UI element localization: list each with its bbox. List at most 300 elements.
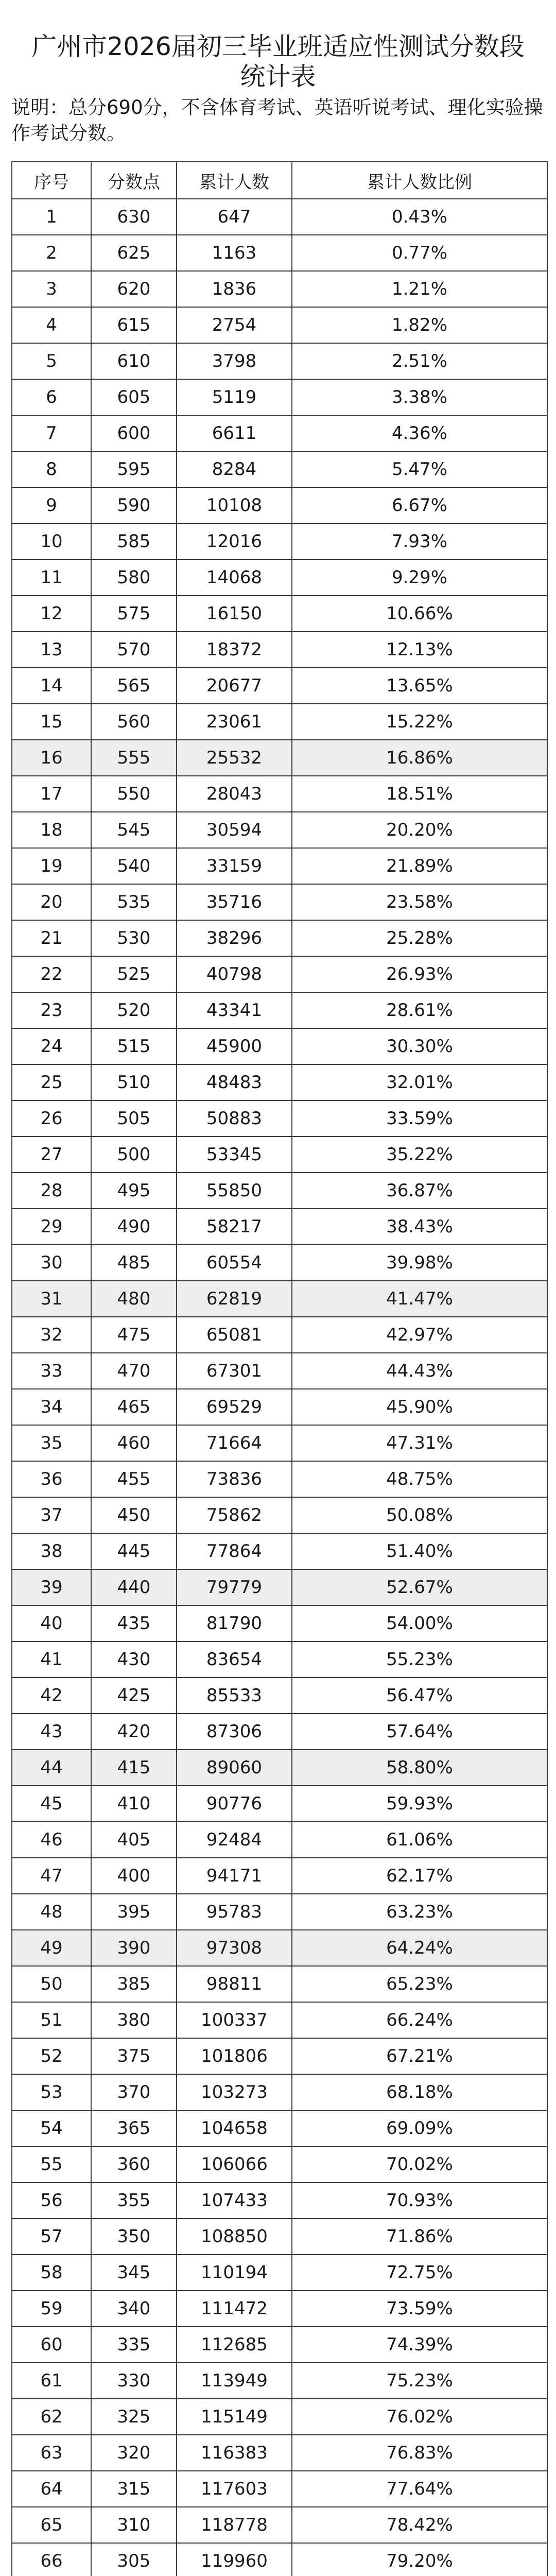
cell-score-point: 575 <box>91 596 177 632</box>
cell-score-point: 495 <box>91 1173 177 1209</box>
cell-cumulative-ratio: 55.23% <box>292 1641 547 1677</box>
cell-score-point: 475 <box>91 1317 177 1353</box>
cell-cumulative-ratio: 69.09% <box>292 2110 547 2146</box>
cell-cumulative-count: 112685 <box>177 2327 292 2363</box>
cell-serial-number: 25 <box>12 1064 91 1100</box>
cell-cumulative-count: 117603 <box>177 2471 292 2507</box>
cell-score-point: 315 <box>91 2471 177 2507</box>
cell-cumulative-ratio: 70.93% <box>292 2182 547 2218</box>
cell-serial-number: 10 <box>12 523 91 560</box>
table-row <box>12 2110 547 2146</box>
cell-score-point: 410 <box>91 1786 177 1822</box>
table-row <box>12 2363 547 2399</box>
cell-serial-number: 41 <box>12 1641 91 1677</box>
cell-cumulative-count: 113949 <box>177 2363 292 2399</box>
table-row <box>12 1064 547 1100</box>
cell-serial-number: 52 <box>12 2038 91 2074</box>
cell-score-point: 355 <box>91 2182 177 2218</box>
cell-cumulative-ratio: 1.21% <box>292 271 547 307</box>
cell-cumulative-ratio: 65.23% <box>292 1966 547 2002</box>
cell-cumulative-count: 92484 <box>177 1822 292 1858</box>
cell-score-point: 625 <box>91 235 177 271</box>
cell-cumulative-ratio: 71.86% <box>292 2218 547 2255</box>
cell-score-point: 515 <box>91 1028 177 1064</box>
cell-serial-number: 57 <box>12 2218 91 2255</box>
cell-serial-number: 36 <box>12 1461 91 1497</box>
cell-cumulative-count: 43341 <box>177 992 292 1028</box>
table-row <box>12 1605 547 1641</box>
cell-score-point: 595 <box>91 451 177 487</box>
cell-serial-number: 47 <box>12 1858 91 1894</box>
table-row <box>12 271 547 307</box>
cell-cumulative-ratio: 10.66% <box>292 596 547 632</box>
cell-serial-number: 27 <box>12 1137 91 1173</box>
cell-cumulative-ratio: 67.21% <box>292 2038 547 2074</box>
cell-score-point: 630 <box>91 199 177 235</box>
cell-cumulative-ratio: 30.30% <box>292 1028 547 1064</box>
cell-score-point: 555 <box>91 740 177 776</box>
cell-cumulative-ratio: 70.02% <box>292 2146 547 2182</box>
cell-cumulative-count: 90776 <box>177 1786 292 1822</box>
cell-serial-number: 49 <box>12 1930 91 1966</box>
cell-cumulative-ratio: 62.17% <box>292 1858 547 1894</box>
cell-cumulative-count: 16150 <box>177 596 292 632</box>
cell-cumulative-count: 107433 <box>177 2182 292 2218</box>
cell-cumulative-ratio: 51.40% <box>292 1533 547 1569</box>
cell-score-point: 370 <box>91 2074 177 2110</box>
table-row <box>12 704 547 740</box>
cell-cumulative-ratio: 1.82% <box>292 307 547 343</box>
cell-cumulative-ratio: 45.90% <box>292 1389 547 1425</box>
cell-cumulative-ratio: 54.00% <box>292 1605 547 1641</box>
cell-score-point: 385 <box>91 1966 177 2002</box>
table-row <box>12 848 547 884</box>
cell-cumulative-ratio: 13.65% <box>292 668 547 704</box>
cell-score-point: 435 <box>91 1605 177 1641</box>
cell-cumulative-count: 87306 <box>177 1714 292 1750</box>
cell-cumulative-count: 53345 <box>177 1137 292 1173</box>
cell-score-point: 405 <box>91 1822 177 1858</box>
table-row <box>12 2327 547 2363</box>
cell-serial-number: 3 <box>12 271 91 307</box>
table-row <box>12 199 547 235</box>
table-row <box>12 992 547 1028</box>
cell-serial-number: 63 <box>12 2435 91 2471</box>
cell-cumulative-count: 647 <box>177 199 292 235</box>
cell-cumulative-ratio: 63.23% <box>292 1894 547 1930</box>
cell-cumulative-count: 67301 <box>177 1353 292 1389</box>
cell-serial-number: 28 <box>12 1173 91 1209</box>
cell-score-point: 305 <box>91 2543 177 2576</box>
cell-score-point: 310 <box>91 2507 177 2543</box>
cell-cumulative-count: 83654 <box>177 1641 292 1677</box>
cell-cumulative-count: 1836 <box>177 271 292 307</box>
cell-serial-number: 46 <box>12 1822 91 1858</box>
cell-serial-number: 58 <box>12 2255 91 2291</box>
cell-score-point: 460 <box>91 1425 177 1461</box>
cell-serial-number: 13 <box>12 632 91 668</box>
cell-score-point: 400 <box>91 1858 177 1894</box>
cell-cumulative-count: 100337 <box>177 2002 292 2038</box>
cell-cumulative-ratio: 52.67% <box>292 1569 547 1605</box>
cell-cumulative-ratio: 36.87% <box>292 1173 547 1209</box>
cell-cumulative-ratio: 3.38% <box>292 379 547 415</box>
table-row <box>12 1641 547 1677</box>
cell-cumulative-count: 81790 <box>177 1605 292 1641</box>
cell-serial-number: 56 <box>12 2182 91 2218</box>
cell-serial-number: 62 <box>12 2399 91 2435</box>
cell-cumulative-ratio: 61.06% <box>292 1822 547 1858</box>
table-row <box>12 632 547 668</box>
cell-cumulative-ratio: 68.18% <box>292 2074 547 2110</box>
cell-cumulative-count: 50883 <box>177 1100 292 1137</box>
cell-cumulative-count: 95783 <box>177 1894 292 1930</box>
cell-cumulative-ratio: 75.23% <box>292 2363 547 2399</box>
cell-cumulative-ratio: 50.08% <box>292 1497 547 1533</box>
cell-serial-number: 18 <box>12 812 91 848</box>
cell-serial-number: 31 <box>12 1281 91 1317</box>
cell-serial-number: 24 <box>12 1028 91 1064</box>
cell-serial-number: 5 <box>12 343 91 379</box>
cell-cumulative-ratio: 39.98% <box>292 1245 547 1281</box>
cell-serial-number: 66 <box>12 2543 91 2576</box>
cell-score-point: 600 <box>91 415 177 451</box>
cell-score-point: 550 <box>91 776 177 812</box>
table-row <box>12 415 547 451</box>
cell-score-point: 510 <box>91 1064 177 1100</box>
cell-cumulative-count: 18372 <box>177 632 292 668</box>
cell-serial-number: 1 <box>12 199 91 235</box>
cell-score-point: 570 <box>91 632 177 668</box>
table-row <box>12 1930 547 1966</box>
cell-serial-number: 45 <box>12 1786 91 1822</box>
cell-serial-number: 51 <box>12 2002 91 2038</box>
cell-cumulative-count: 79779 <box>177 1569 292 1605</box>
cell-cumulative-count: 6611 <box>177 415 292 451</box>
cell-cumulative-count: 69529 <box>177 1389 292 1425</box>
cell-score-point: 465 <box>91 1389 177 1425</box>
cell-score-point: 395 <box>91 1894 177 1930</box>
cell-serial-number: 39 <box>12 1569 91 1605</box>
cell-cumulative-ratio: 44.43% <box>292 1353 547 1389</box>
cell-cumulative-count: 110194 <box>177 2255 292 2291</box>
cell-cumulative-ratio: 26.93% <box>292 956 547 992</box>
cell-cumulative-ratio: 56.47% <box>292 1677 547 1714</box>
cell-serial-number: 59 <box>12 2291 91 2327</box>
cell-score-point: 345 <box>91 2255 177 2291</box>
cell-score-point: 420 <box>91 1714 177 1750</box>
table-row <box>12 2074 547 2110</box>
cell-cumulative-count: 115149 <box>177 2399 292 2435</box>
cell-score-point: 620 <box>91 271 177 307</box>
cell-cumulative-count: 38296 <box>177 920 292 956</box>
cell-cumulative-count: 28043 <box>177 776 292 812</box>
cell-cumulative-ratio: 0.77% <box>292 235 547 271</box>
table-row <box>12 1714 547 1750</box>
cell-cumulative-ratio: 20.20% <box>292 812 547 848</box>
cell-serial-number: 64 <box>12 2471 91 2507</box>
cell-score-point: 430 <box>91 1641 177 1677</box>
cell-cumulative-ratio: 4.36% <box>292 415 547 451</box>
table-row <box>12 1173 547 1209</box>
cell-cumulative-count: 94171 <box>177 1858 292 1894</box>
cell-score-point: 545 <box>91 812 177 848</box>
cell-serial-number: 7 <box>12 415 91 451</box>
cell-cumulative-count: 75862 <box>177 1497 292 1533</box>
cell-cumulative-count: 106066 <box>177 2146 292 2182</box>
cell-score-point: 590 <box>91 487 177 523</box>
cell-cumulative-count: 65081 <box>177 1317 292 1353</box>
cell-cumulative-ratio: 9.29% <box>292 560 547 596</box>
cell-cumulative-count: 97308 <box>177 1930 292 1966</box>
cell-cumulative-count: 14068 <box>177 560 292 596</box>
table-row <box>12 884 547 920</box>
cell-serial-number: 50 <box>12 1966 91 2002</box>
table-row <box>12 1822 547 1858</box>
cell-cumulative-count: 116383 <box>177 2435 292 2471</box>
cell-cumulative-ratio: 12.13% <box>292 632 547 668</box>
table-row <box>12 740 547 776</box>
cell-cumulative-ratio: 73.59% <box>292 2291 547 2327</box>
cell-score-point: 450 <box>91 1497 177 1533</box>
cell-cumulative-count: 58217 <box>177 1209 292 1245</box>
cell-score-point: 585 <box>91 523 177 560</box>
cell-cumulative-count: 103273 <box>177 2074 292 2110</box>
cell-cumulative-count: 25532 <box>177 740 292 776</box>
table-row <box>12 596 547 632</box>
table-row <box>12 2182 547 2218</box>
cell-cumulative-ratio: 77.64% <box>292 2471 547 2507</box>
table-row <box>12 2255 547 2291</box>
table-row <box>12 1858 547 1894</box>
cell-score-point: 615 <box>91 307 177 343</box>
cell-serial-number: 34 <box>12 1389 91 1425</box>
table-row <box>12 1281 547 1317</box>
table-row <box>12 2038 547 2074</box>
cell-cumulative-ratio: 7.93% <box>292 523 547 560</box>
header-serial-number: 序号 <box>12 162 91 199</box>
cell-cumulative-count: 3798 <box>177 343 292 379</box>
table-row <box>12 1497 547 1533</box>
cell-cumulative-count: 101806 <box>177 2038 292 2074</box>
cell-serial-number: 17 <box>12 776 91 812</box>
table-row <box>12 307 547 343</box>
cell-cumulative-ratio: 5.47% <box>292 451 547 487</box>
cell-serial-number: 53 <box>12 2074 91 2110</box>
table-row <box>12 523 547 560</box>
cell-cumulative-ratio: 57.64% <box>292 1714 547 1750</box>
cell-cumulative-ratio: 64.24% <box>292 1930 547 1966</box>
header-cumulative-count: 累计人数 <box>177 162 292 199</box>
cell-serial-number: 48 <box>12 1894 91 1930</box>
cell-serial-number: 23 <box>12 992 91 1028</box>
cell-score-point: 565 <box>91 668 177 704</box>
cell-serial-number: 65 <box>12 2507 91 2543</box>
cell-score-point: 530 <box>91 920 177 956</box>
table-row <box>12 1389 547 1425</box>
cell-serial-number: 32 <box>12 1317 91 1353</box>
cell-score-point: 480 <box>91 1281 177 1317</box>
header-score-point: 分数点 <box>91 162 177 199</box>
table-row <box>12 2218 547 2255</box>
cell-cumulative-ratio: 58.80% <box>292 1750 547 1786</box>
cell-cumulative-count: 23061 <box>177 704 292 740</box>
cell-serial-number: 11 <box>12 560 91 596</box>
cell-cumulative-ratio: 66.24% <box>292 2002 547 2038</box>
cell-serial-number: 2 <box>12 235 91 271</box>
table-row <box>12 1209 547 1245</box>
cell-cumulative-count: 73836 <box>177 1461 292 1497</box>
cell-cumulative-count: 111472 <box>177 2291 292 2327</box>
table-row <box>12 1533 547 1569</box>
cell-serial-number: 15 <box>12 704 91 740</box>
cell-serial-number: 9 <box>12 487 91 523</box>
header-cumulative-ratio: 累计人数比例 <box>292 162 547 199</box>
cell-cumulative-count: 104658 <box>177 2110 292 2146</box>
table-row <box>12 668 547 704</box>
cell-cumulative-count: 2754 <box>177 307 292 343</box>
cell-score-point: 330 <box>91 2363 177 2399</box>
cell-serial-number: 44 <box>12 1750 91 1786</box>
cell-score-point: 470 <box>91 1353 177 1389</box>
cell-cumulative-count: 8284 <box>177 451 292 487</box>
table-row <box>12 343 547 379</box>
cell-cumulative-ratio: 0.43% <box>292 199 547 235</box>
cell-cumulative-count: 1163 <box>177 235 292 271</box>
cell-cumulative-count: 85533 <box>177 1677 292 1714</box>
cell-score-point: 440 <box>91 1569 177 1605</box>
page-title: 广州市2026届初三毕业班适应性测试分数段统计表 <box>31 32 525 91</box>
table-row <box>12 2507 547 2543</box>
table-row <box>12 1966 547 2002</box>
cell-serial-number: 38 <box>12 1533 91 1569</box>
cell-serial-number: 12 <box>12 596 91 632</box>
cell-cumulative-count: 55850 <box>177 1173 292 1209</box>
cell-score-point: 365 <box>91 2110 177 2146</box>
table-row <box>12 2435 547 2471</box>
table-row <box>12 1317 547 1353</box>
cell-serial-number: 61 <box>12 2363 91 2399</box>
cell-serial-number: 4 <box>12 307 91 343</box>
table-row <box>12 2399 547 2435</box>
cell-cumulative-count: 60554 <box>177 1245 292 1281</box>
cell-serial-number: 19 <box>12 848 91 884</box>
cell-cumulative-ratio: 16.86% <box>292 740 547 776</box>
table-row <box>12 1786 547 1822</box>
cell-score-point: 610 <box>91 343 177 379</box>
table-row <box>12 920 547 956</box>
cell-score-point: 560 <box>91 704 177 740</box>
cell-score-point: 425 <box>91 1677 177 1714</box>
cell-cumulative-ratio: 18.51% <box>292 776 547 812</box>
table-body <box>12 199 547 2576</box>
cell-cumulative-ratio: 42.97% <box>292 1317 547 1353</box>
cell-cumulative-ratio: 35.22% <box>292 1137 547 1173</box>
cell-serial-number: 8 <box>12 451 91 487</box>
table-row <box>12 2543 547 2576</box>
cell-cumulative-count: 30594 <box>177 812 292 848</box>
cell-cumulative-count: 20677 <box>177 668 292 704</box>
cell-serial-number: 37 <box>12 1497 91 1533</box>
cell-score-point: 445 <box>91 1533 177 1569</box>
cell-cumulative-ratio: 76.02% <box>292 2399 547 2435</box>
cell-cumulative-count: 77864 <box>177 1533 292 1569</box>
table-row <box>12 956 547 992</box>
cell-serial-number: 6 <box>12 379 91 415</box>
cell-cumulative-ratio: 78.42% <box>292 2507 547 2543</box>
table-row <box>12 451 547 487</box>
cell-cumulative-count: 35716 <box>177 884 292 920</box>
cell-cumulative-ratio: 15.22% <box>292 704 547 740</box>
table-row <box>12 776 547 812</box>
cell-serial-number: 60 <box>12 2327 91 2363</box>
cell-cumulative-ratio: 25.28% <box>292 920 547 956</box>
table-row <box>12 1569 547 1605</box>
cell-cumulative-ratio: 59.93% <box>292 1786 547 1822</box>
table-row <box>12 2471 547 2507</box>
cell-cumulative-ratio: 79.20% <box>292 2543 547 2576</box>
cell-serial-number: 42 <box>12 1677 91 1714</box>
cell-score-point: 325 <box>91 2399 177 2435</box>
table-row <box>12 1137 547 1173</box>
cell-cumulative-ratio: 32.01% <box>292 1064 547 1100</box>
cell-cumulative-count: 71664 <box>177 1425 292 1461</box>
score-distribution-table <box>11 161 548 2576</box>
cell-cumulative-count: 33159 <box>177 848 292 884</box>
table-row <box>12 560 547 596</box>
cell-cumulative-ratio: 48.75% <box>292 1461 547 1497</box>
cell-score-point: 360 <box>91 2146 177 2182</box>
table-row <box>12 1100 547 1137</box>
cell-score-point: 340 <box>91 2291 177 2327</box>
cell-cumulative-ratio: 72.75% <box>292 2255 547 2291</box>
table-row <box>12 2002 547 2038</box>
cell-serial-number: 55 <box>12 2146 91 2182</box>
cell-cumulative-ratio: 76.83% <box>292 2435 547 2471</box>
cell-cumulative-count: 119960 <box>177 2543 292 2576</box>
cell-serial-number: 40 <box>12 1605 91 1641</box>
table-row <box>12 1245 547 1281</box>
cell-cumulative-count: 89060 <box>177 1750 292 1786</box>
cell-cumulative-count: 118778 <box>177 2507 292 2543</box>
cell-score-point: 375 <box>91 2038 177 2074</box>
cell-score-point: 390 <box>91 1930 177 1966</box>
cell-cumulative-ratio: 28.61% <box>292 992 547 1028</box>
cell-serial-number: 14 <box>12 668 91 704</box>
cell-serial-number: 29 <box>12 1209 91 1245</box>
cell-score-point: 580 <box>91 560 177 596</box>
cell-score-point: 540 <box>91 848 177 884</box>
cell-serial-number: 43 <box>12 1714 91 1750</box>
cell-cumulative-count: 40798 <box>177 956 292 992</box>
cell-score-point: 605 <box>91 379 177 415</box>
cell-cumulative-ratio: 74.39% <box>292 2327 547 2363</box>
cell-cumulative-count: 108850 <box>177 2218 292 2255</box>
cell-score-point: 350 <box>91 2218 177 2255</box>
table-row <box>12 487 547 523</box>
cell-cumulative-ratio: 41.47% <box>292 1281 547 1317</box>
table-row <box>12 1028 547 1064</box>
cell-score-point: 380 <box>91 2002 177 2038</box>
cell-cumulative-ratio: 6.67% <box>292 487 547 523</box>
cell-cumulative-count: 48483 <box>177 1064 292 1100</box>
table-row <box>12 235 547 271</box>
table-row <box>12 2291 547 2327</box>
table-row <box>12 1894 547 1930</box>
cell-score-point: 455 <box>91 1461 177 1497</box>
table-row <box>12 1353 547 1389</box>
explanation-note: 说明：总分690分，不含体育考试、英语听说考试、理化实验操作考试分数。 <box>11 96 543 144</box>
